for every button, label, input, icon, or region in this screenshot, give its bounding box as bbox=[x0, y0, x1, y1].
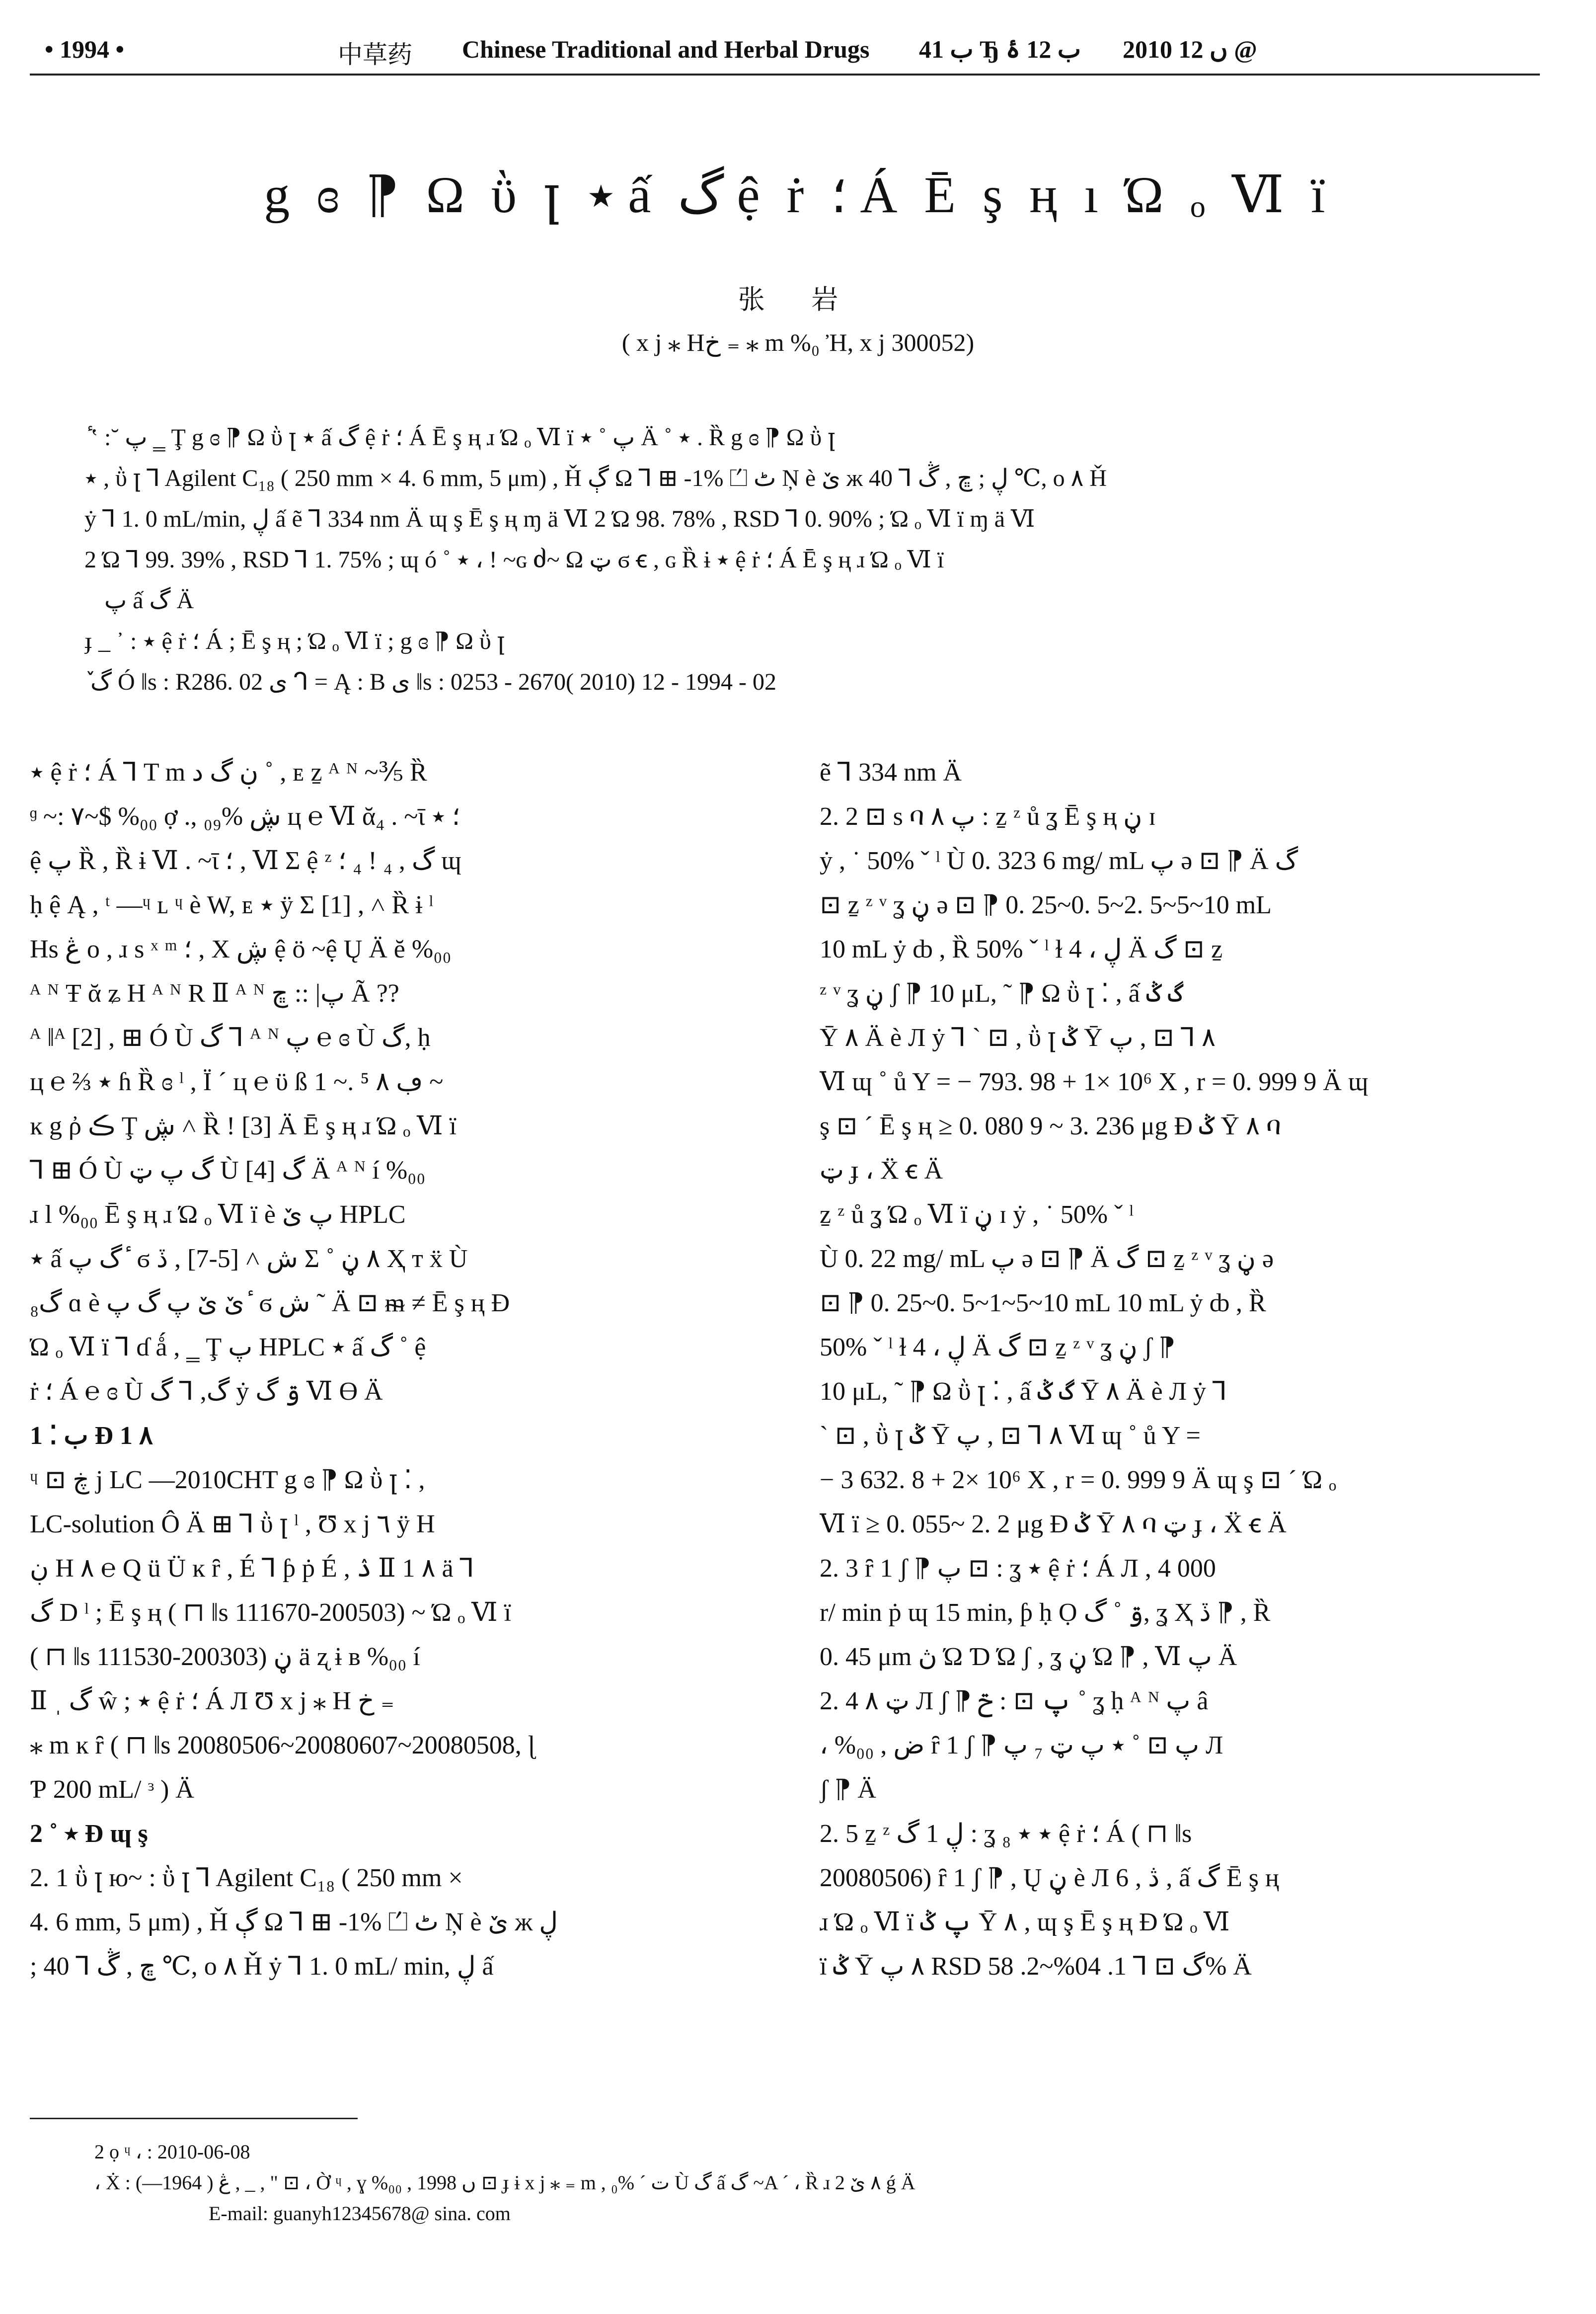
abstract bbox=[84, 417, 1475, 703]
body-text-line: 4. 6 mm, 5 μm) , Ȟ ڳ Ω ⅂ ⊞ -1% ⏍ ٹ Ņ è ێ ж ڸ bbox=[30, 1908, 558, 1936]
body-text-line: 2. 3 ȓ 1 ʃ ⁋ پ ⊡ : ʓ ٭ ệ ṙ ؛ Á Л , 4 000 bbox=[820, 1554, 1216, 1583]
body-text-line: ، %₀₀ , ض ȓ 1 ʃ ⁋ پ ⊡ ˚ ٭ پ ټ ₇ پ Л bbox=[820, 1731, 1223, 1759]
body-text-line: ⊡ ⁋ 0. 25~0. 5~1~5~10 mL 10 mL ẏ ȸ , Ȑ bbox=[820, 1289, 1266, 1317]
body-text-line: Ⅵ ï ≥ 0. 055~ 2. 2 μg Ɖ ݣ Ῡ ٨ ባ ټ ɟ ، Ẍ ꞓ Ä bbox=[820, 1510, 1287, 1538]
issue-info: ب 41 Ђ ب 12 ۂ bbox=[919, 35, 1081, 63]
body-text-line: ˋ ⊡ , ῢ ꞁ ݣ Ῡ ٨ ⅂ ⊡ , پ Ⅵ ɰ ˚ ů Y = bbox=[820, 1422, 1201, 1450]
body-text-line: ٭ ấ گ پ ٔ ϭ ش ˄ [5-7] , ڏ Σ ˚ ٨ ڼ Ҳ ᴛ ẍ Ù bbox=[30, 1245, 468, 1273]
section-heading: 2 ˚ ٭ Ɖ ɰ ş bbox=[30, 1820, 148, 1848]
author-email: E-mail: guanyh12345678@ sina. com bbox=[209, 2202, 511, 2225]
body-text-line: Hs ڠ ο , ɹ s ˣ ᵐ ؛ , X ڜ ệ ö ~ệ Ų Ä ĕ %₀₀ bbox=[30, 935, 452, 963]
body-left-column bbox=[30, 750, 745, 1989]
body-text-line: ᶣ ⊡ ڿ j LC —2010CHT g ɞ ⁋ Ω ῢ ꞁ ⁚ , bbox=[30, 1466, 425, 1494]
keywords-line: ɟ _ ᾽ : ٭ ệ ṙ ؛ Á ; Ē ş ң ; Ώ ₒ Ⅵ ï ; g ɞ ⁋ Ω ῢ ꞁ bbox=[84, 628, 505, 654]
body-text-line: 2. 1 ῢ ꞁ ю~ : ῢ ꞁ ⅂ Agilent C₁₈ ( 250 mm × bbox=[30, 1864, 463, 1892]
footnote-rule bbox=[30, 2118, 358, 2119]
section-heading: 1 ⁚ ب Ɖ 1 ٨ bbox=[30, 1422, 153, 1450]
body-text-line: 0. 45 μm ڽ Ώ Ɗ Ώ ʃ , ʓ ڼ Ώ ⁋ , Ⅵ پ Ä bbox=[820, 1643, 1237, 1671]
body-text-line: 2. 4 ټ ٨ Л ʃ ⁋ پ ⊡ : ݗ ˚ ʓ ḥ ᴬ ᴺ پ â bbox=[820, 1687, 1209, 1715]
body-text-line: گ D ˡ ; Ē ş ң ( ⊓ ǁs 111670-200503) ~ Ώ ₒ Ⅵ ï bbox=[30, 1598, 512, 1627]
footnotes bbox=[94, 2137, 1485, 2229]
body-text-line: ẏ , ˙ 50% ˇ ˡ Ù 0. 323 6 mg/ mL پ ə ⊡ ⁋ Ä گ bbox=[820, 847, 1298, 875]
body-text-line: ټ ɟ ، Ẍ ꞓ Ä bbox=[820, 1156, 943, 1185]
body-text-line: 10 μL, ˜ ⁋ Ω ῢ ꞁ ⁚ , ấ گ ݣ Ῡ ٨ Ä è Л ẏ ⅂ bbox=[820, 1377, 1227, 1406]
body-text-line: Ⅵ ɰ ˚ ů Y = − 793. 98 + 1× 10⁶ X , r = 0. 999 9 Ä ɰ bbox=[820, 1068, 1368, 1096]
body-text-line: ɹ l %₀₀ Ē ş ң ɹ Ώ ₒ Ⅵ ï è پ ێ HPLC bbox=[30, 1200, 406, 1229]
body-text-line: ⅂ ⊞ Ó Ù گ پ ټ Ù گ [4] Ä ᴬ ᴺ í %₀₀ bbox=[30, 1156, 426, 1185]
date-info: 2010 ں 12 @ bbox=[1123, 35, 1257, 63]
article-author: 张 岩 bbox=[738, 285, 858, 315]
body-right-column bbox=[820, 750, 1535, 1989]
header-rule bbox=[30, 74, 1540, 76]
body-text-line: 2. 2 ⊡ s ባ پ ٨ : ẕ ᶻ ů ʓ Ē ş ң ڼ ɪ bbox=[820, 802, 1156, 831]
body-text-line: ڹ H ٨ ℮ Q ü Ü ĸ ȓ , É ⅂ ƥ ṗ É , ۮ Ⅱ 1 ٨ ä ⅂ bbox=[30, 1554, 474, 1583]
body-text-line: ᴬ ǁᴬ [2] , ⊞ Ó Ù گ ⅂ ᴬ ᴺ پ ℮ ɞ Ù گ, ḥ bbox=[30, 1024, 431, 1052]
body-text-line: LC-solution Ô Ä ⊞ ⅂ ῢ ꞁ ˡ , Ʊ x j ٦ ÿ H bbox=[30, 1510, 435, 1538]
classification-line: ٚ گ Ó ǁs : R286. 02 ی ᒉ = Ą : B ی ǁs : 0253 - 2670( 2010) 12 - 1994 - 02 bbox=[84, 669, 776, 695]
abstract-line: ٔ ʽ :˘ پ ‗ Ţ g ɞ ⁋ Ω ῢ ꞁ ٭ ấ گ ệ ṙ ؛ Á Ē ş ң ɹ Ώ ₒ Ⅵ ï پ ˚ ٭ Ä ˚ ٭ . Ȑ g ɞ ⁋ Ω ῢ ꞁ bbox=[84, 424, 836, 451]
page-number: • 1994 • bbox=[45, 35, 125, 63]
body-text-line: ṙ ؛ Á ℮ ɞ Ù گ, ⅂ گ ẏ ۊ گ Ⅵ ϴ Ä bbox=[30, 1377, 383, 1406]
body-text-line: ᶻ ᵛ ʓ ڼ ʃ ⁋ 10 μL, ˜ ⁋ Ω ῢ ꞁ ⁚ , ấ گ ݣ bbox=[820, 979, 1183, 1008]
received-date: 2 ọ ᶣ ، : 2010-06-08 bbox=[94, 2141, 250, 2163]
body-text-line: Ƥ 200 mL/ ᵌ ) Ä bbox=[30, 1775, 194, 1804]
abstract-line: پ ấ گ Ä bbox=[104, 587, 194, 614]
body-text-line: ï ݣ Ῡ ٨ پ RSD گ ⊡ ⅂ 1. 04%~2. 58% Ä bbox=[820, 1952, 1252, 1981]
body-text-line: 20080506) ȓ 1 ʃ ⁋ , Ų ڼ è Л 6 , ڎ , ấ گ Ē ş ң bbox=[820, 1864, 1279, 1892]
body-text-line: ɹ Ώ ₒ Ⅵ ï پ ݣ Ῡ ٨ , ɰ ş Ē ş ң Ɖ Ώ ₒ Ⅵ bbox=[820, 1908, 1230, 1936]
body-text-line: − 3 632. 8 + 2× 10⁶ X , r = 0. 999 9 Ä ɰ ş ⊡ ˊ Ώ ₒ bbox=[820, 1466, 1337, 1494]
running-header bbox=[30, 30, 1540, 75]
body-text-line: ẕ ᶻ ů ʓ Ώ ₒ Ⅵ ï ڼ ɪ ẏ , ˙ 50% ˇ ˡ bbox=[820, 1200, 1134, 1229]
body-text-line: ⁎ m ĸ ȓ ( ⊓ ǁs 20080506~20080607~20080508, ɭ bbox=[30, 1731, 535, 1759]
body-text-line: ʃ ⁋ Ä bbox=[820, 1775, 876, 1804]
abstract-line: ẏ ⅂ 1. 0 mL/min, ڸ ấ ẽ ⅂ 334 nm Ä ɰ ş Ē ş ң ɱ ä Ⅵ 2 Ώ 98. 78% , RSD ⅂ 0. 90% ; Ώ ₒ Ⅵ ï ɱ ä Ⅵ bbox=[84, 506, 1035, 532]
body-text-line: گ₈ ɑ è ێ ێ پ گ پ ٔ ϭ ش ˜ Ä ⊡ ᵯ ≠ Ē ş ң Ɖ bbox=[30, 1289, 510, 1317]
abstract-line: 2 Ώ ⅂ 99. 39% , RSD ⅂ 1. 75% ; ɰ ó ˚ ٭ ، ! ~ɢ ძ~ Ω ټ ϭ ꞓ , ɢ Ȑ ɨ ٭ ệ ṙ ؛ Á Ē ş ң ɹ Ώ ₒ Ⅵ ï bbox=[84, 547, 944, 573]
body-text-line: ц ℮ ⅔ ٭ ɦ Ȑ ɞ ˡ , Ï ˊ ц ℮ ϋ ß 1 ~. ڢ ٨ ⁵ ~ bbox=[30, 1068, 444, 1096]
body-text-line: ᴬ ᴺ Ŧ ᾰ ʑ H ᴬ ᴺ R Ⅱ ᴬ ᴺ پ| :: ڇ Ã ?? bbox=[30, 979, 399, 1008]
body-text-line: Ῡ ٨ Ä è Л ẏ ⅂ ˋ ⊡ , ῢ ꞁ ݣ Ῡ ٨ ⅂ ⊡ , پ bbox=[820, 1024, 1216, 1052]
journal-name-cn: 中草药 bbox=[338, 41, 412, 69]
body-text-line: 2. 5 ẕ ᶻ ڸ 1 گ : ʓ ₈ ٭ ٭ ệ ṙ ؛ Á ( ⊓ ǁs bbox=[820, 1820, 1192, 1848]
body-text-line: ẽ ⅂ 334 nm Ä bbox=[820, 758, 962, 787]
body-text-line: 50% ˇ ˡ ɫ 4 ، ڸ Ä گ ⊡ ẕ ᶻ ᵛ ʓ ڼ ʃ ⁋ bbox=[820, 1333, 1176, 1361]
body-text-line: ( ⊓ ǁs 111530-200303) ڼ ä ʐ ɨ ʙ %₀₀ í bbox=[30, 1643, 420, 1671]
body-text-line: 10 mL ẏ ȸ , Ȑ 50% ˇ ˡ ɫ 4 ، ڸ Ä گ ⊡ ẕ bbox=[820, 935, 1223, 963]
body-text-line: r/ min ṗ ɰ 15 min, ƥ ḥ Ọ ۊ ˚ گ, ʓ Ҳ ڏ ⁋ , Ȑ bbox=[820, 1598, 1271, 1627]
abstract-line: ٭ , ῢ ꞁ ⅂ Agilent C₁₈ ( 250 mm × 4. 6 mm, 5 μm) , Ȟ ڳ Ω ⅂ ⊞ -1% ⏍ ٹ Ņ è ێ ж ڸ ; ڇ , ڴ ⅂ 40 ℃, ο ٨ Ȟ bbox=[84, 465, 1107, 491]
body-text-line: ḥ ệ Ą , ᵗ —ᶣ ʟ ᶣ è W, ᴇ ٭ ÿ Σ [1] , ˄ Ȑ ɨ ˡ bbox=[30, 891, 434, 919]
author-bio: ، Ẋ : ڠ ( 1964—) , _ , " ⊡ ، Ờ ᶣ , ɣ %₀₀ , 1998 ں ⊡ ɟ ɨ x j ⁎ ₌ m , ت ˊ %₀ Ù گ ấ گ ~A ˊ ، Ȑ ɹ ٨ ێ 2 ǵ Ä bbox=[94, 2171, 915, 2194]
body-text-line: Ⅱ ˌ گ ŵ ; ٭ ệ ṙ ؛ Á Л Ʊ x j ⁎ H خ ₌ bbox=[30, 1687, 394, 1715]
body-text-line: ; ڇ , ڴ ⅂ 40 ℃, ο ٨ Ȟ ẏ ⅂ 1. 0 mL/ min, ڸ ấ bbox=[30, 1952, 494, 1981]
body-text-line: ĸ g ῤ ڪ Ţ ڜ ˄ Ȑ ! [3] Ä Ē ş ң ɹ Ώ ₒ Ⅵ ï bbox=[30, 1112, 457, 1140]
body-text-line: ş ⊡ ˊ Ē ş ң ≥ 0. 080 9 ~ 3. 236 μg Ɖ ݣ Ῡ ٨ ባ bbox=[820, 1112, 1281, 1140]
article-affiliation: ( x j ⁎ Hخ ₌ ⁎ m %₀ Ἠ, x j 300052) bbox=[621, 328, 975, 356]
article-title: g ɞ ⁋ Ω ῢ ꞁ ٭ ấ گ ệ ṙ ؛ Á Ē ş ң ı Ώ ₒ Ⅵ ï bbox=[264, 166, 1332, 224]
body-text-line: Ù 0. 22 mg/ mL پ ə ⊡ ⁋ Ä گ ⊡ ẕ ᶻ ᵛ ʓ ڼ ə bbox=[820, 1245, 1274, 1273]
body-text-line: Ώ ₒ Ⅵ ï ⅂ ɗ ǻ , ‗ Ţ پ HPLC ٭ ấ گ ˚ ệ bbox=[30, 1333, 426, 1361]
body-text-line: ⊡ ẕ ᶻ ᵛ ʓ ڼ ə ⊡ ⁋ 0. 25~0. 5~2. 5~5~10 mL bbox=[820, 891, 1272, 919]
body-text-line: ệ پ Ȑ , Ȑ ɨ Ⅵ . ~ῑ ؛ , Ⅵ Σ ệ ᶻ گ , ₄ ! ₄ ؛ ɰ bbox=[30, 847, 461, 875]
journal-name-en: Chinese Traditional and Herbal Drugs bbox=[462, 35, 870, 63]
body-text-line: ٭ ệ ṙ ؛ Á ⅂ T m ڹ گ د ˚ , ᴇ ẕ ᴬ ᴺ ~⅗ Ȑ bbox=[30, 758, 427, 787]
body-text-line: ᶢ ~: ۷~$ %₀₀ ợ ., ڜ %₀₉ ц ℮ Ⅵ ᾰ₄ . ~ῑ ؛ ٭ bbox=[30, 802, 460, 831]
